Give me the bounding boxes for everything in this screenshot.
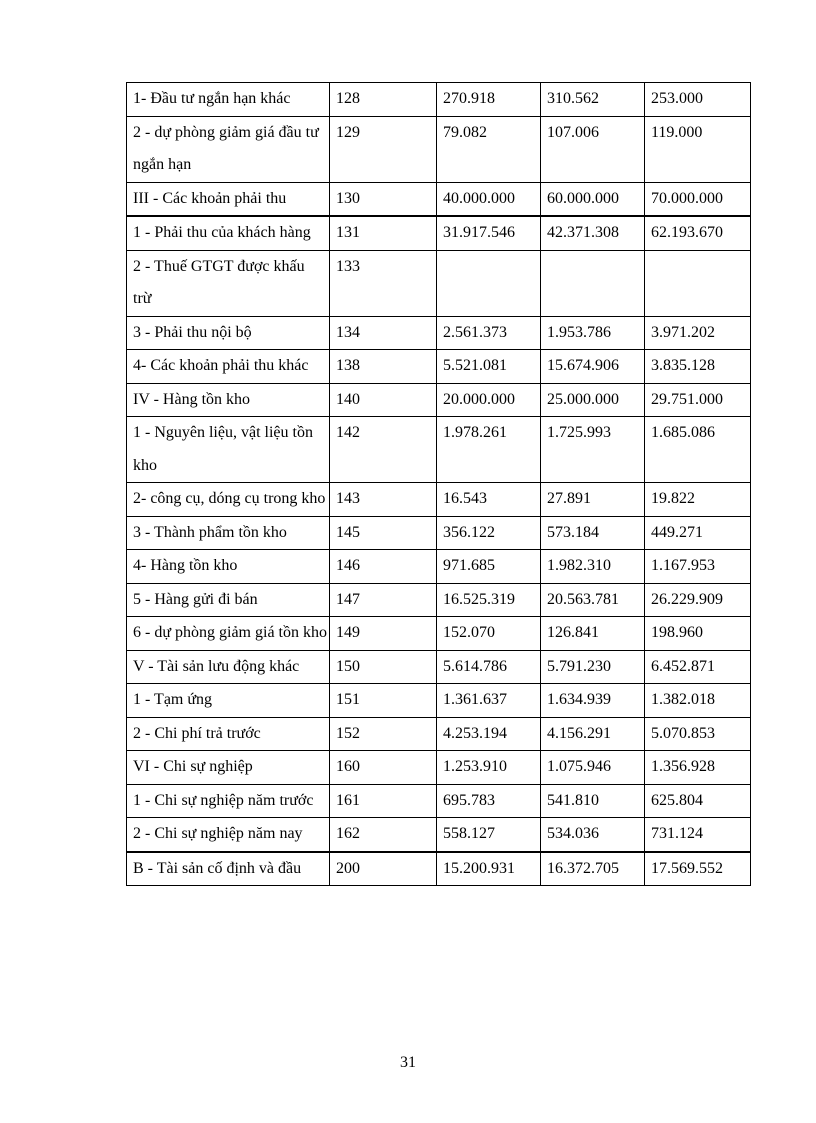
row-value-3: 3.835.128	[645, 350, 751, 384]
row-value-2: 27.891	[541, 483, 645, 517]
row-code: 138	[330, 350, 437, 384]
row-value-3: 1.685.086	[645, 417, 751, 483]
row-value-2: 15.674.906	[541, 350, 645, 384]
table-row	[127, 383, 751, 417]
row-value-2: 25.000.000	[541, 383, 645, 417]
row-code: 149	[330, 617, 437, 651]
table-row	[127, 650, 751, 684]
row-value-3: 198.960	[645, 617, 751, 651]
row-label: 1 - Chi sự nghiệp năm trước	[127, 784, 330, 818]
row-label: 3 - Thành phẩm tồn kho	[127, 516, 330, 550]
row-value-1: 1.978.261	[437, 417, 541, 483]
row-code: 142	[330, 417, 437, 483]
row-value-2: 1.075.946	[541, 751, 645, 785]
row-code: 128	[330, 83, 437, 117]
balance-sheet-table	[126, 82, 751, 886]
row-value-3: 62.193.670	[645, 216, 751, 250]
row-value-1: 5.614.786	[437, 650, 541, 684]
row-value-3: 731.124	[645, 818, 751, 852]
row-value-3: 29.751.000	[645, 383, 751, 417]
row-value-2: 42.371.308	[541, 216, 645, 250]
row-value-1: 695.783	[437, 784, 541, 818]
row-label: 2 - Thuế GTGT được khấu trừ	[127, 250, 330, 316]
table-row	[127, 818, 751, 852]
row-value-1: 20.000.000	[437, 383, 541, 417]
row-value-2: 310.562	[541, 83, 645, 117]
row-value-1: 5.521.081	[437, 350, 541, 384]
row-value-3: 3.971.202	[645, 316, 751, 350]
row-value-2: 1.953.786	[541, 316, 645, 350]
row-code: 146	[330, 550, 437, 584]
table-row	[127, 717, 751, 751]
row-value-1: 16.525.319	[437, 583, 541, 617]
table-row	[127, 852, 751, 886]
table-row	[127, 350, 751, 384]
row-label: 2 - Chi phí trả trước	[127, 717, 330, 751]
table-row	[127, 617, 751, 651]
row-value-1: 1.361.637	[437, 684, 541, 718]
table-row	[127, 417, 751, 483]
row-value-2: 1.725.993	[541, 417, 645, 483]
row-code: 152	[330, 717, 437, 751]
table-row	[127, 216, 751, 250]
table-row	[127, 316, 751, 350]
row-value-2: 60.000.000	[541, 182, 645, 216]
row-label: B - Tài sản cố định và đầu	[127, 852, 330, 886]
row-code: 160	[330, 751, 437, 785]
row-code: 140	[330, 383, 437, 417]
row-code: 145	[330, 516, 437, 550]
row-value-1: 152.070	[437, 617, 541, 651]
row-value-2: 1.982.310	[541, 550, 645, 584]
row-code: 161	[330, 784, 437, 818]
row-code: 134	[330, 316, 437, 350]
row-value-1: 558.127	[437, 818, 541, 852]
row-value-3: 19.822	[645, 483, 751, 517]
row-value-1: 40.000.000	[437, 182, 541, 216]
row-value-3: 119.000	[645, 116, 751, 182]
row-value-3: 17.569.552	[645, 852, 751, 886]
row-value-3: 5.070.853	[645, 717, 751, 751]
table-row	[127, 784, 751, 818]
row-label: 2- công cụ, dóng cụ trong kho	[127, 483, 330, 517]
row-label: 4- Các khoản phải thu khác	[127, 350, 330, 384]
row-value-1: 16.543	[437, 483, 541, 517]
row-value-2: 5.791.230	[541, 650, 645, 684]
row-value-1: 270.918	[437, 83, 541, 117]
row-value-1: 1.253.910	[437, 751, 541, 785]
row-label: 1 - Tạm ứng	[127, 684, 330, 718]
row-code: 129	[330, 116, 437, 182]
row-code: 131	[330, 216, 437, 250]
row-label: 3 - Phải thu nội bộ	[127, 316, 330, 350]
balance-sheet-table-wrapper	[126, 82, 750, 886]
row-label: IV - Hàng tồn kho	[127, 383, 330, 417]
row-value-1	[437, 250, 541, 316]
row-value-3: 1.356.928	[645, 751, 751, 785]
table-row	[127, 250, 751, 316]
row-value-1: 2.561.373	[437, 316, 541, 350]
row-code: 130	[330, 182, 437, 216]
row-label: 1 - Nguyên liệu, vật liệu tồn kho	[127, 417, 330, 483]
row-value-1: 15.200.931	[437, 852, 541, 886]
table-row	[127, 182, 751, 216]
row-value-2: 534.036	[541, 818, 645, 852]
row-value-2: 20.563.781	[541, 583, 645, 617]
row-value-3: 70.000.000	[645, 182, 751, 216]
table-row	[127, 483, 751, 517]
row-code: 147	[330, 583, 437, 617]
row-label: V - Tài sản lưu động khác	[127, 650, 330, 684]
row-value-3: 253.000	[645, 83, 751, 117]
table-row	[127, 516, 751, 550]
row-value-1: 4.253.194	[437, 717, 541, 751]
row-label: VI - Chi sự nghiệp	[127, 751, 330, 785]
row-value-1: 79.082	[437, 116, 541, 182]
page-number: 31	[400, 1054, 416, 1071]
table-row	[127, 550, 751, 584]
row-value-3: 1.382.018	[645, 684, 751, 718]
row-label: 1 - Phải thu của khách hàng	[127, 216, 330, 250]
row-label: 5 - Hàng gửi đi bán	[127, 583, 330, 617]
table-row	[127, 116, 751, 182]
row-value-1: 356.122	[437, 516, 541, 550]
row-value-3	[645, 250, 751, 316]
row-value-3: 26.229.909	[645, 583, 751, 617]
table-row	[127, 83, 751, 117]
row-value-2: 4.156.291	[541, 717, 645, 751]
row-value-2: 16.372.705	[541, 852, 645, 886]
row-value-2: 541.810	[541, 784, 645, 818]
row-label: 4- Hàng tồn kho	[127, 550, 330, 584]
row-value-2	[541, 250, 645, 316]
row-code: 150	[330, 650, 437, 684]
row-label: III - Các khoản phải thu	[127, 182, 330, 216]
row-value-2: 126.841	[541, 617, 645, 651]
row-value-3: 625.804	[645, 784, 751, 818]
table-body	[127, 83, 751, 886]
row-value-2: 1.634.939	[541, 684, 645, 718]
row-code: 151	[330, 684, 437, 718]
table-row	[127, 684, 751, 718]
row-value-3: 449.271	[645, 516, 751, 550]
table-row	[127, 583, 751, 617]
row-value-1: 971.685	[437, 550, 541, 584]
row-code: 133	[330, 250, 437, 316]
row-code: 200	[330, 852, 437, 886]
table-row	[127, 751, 751, 785]
row-value-3: 1.167.953	[645, 550, 751, 584]
row-label: 6 - dự phòng giảm giá tồn kho	[127, 617, 330, 651]
row-label: 1- Đầu tư ngắn hạn khác	[127, 83, 330, 117]
row-value-2: 573.184	[541, 516, 645, 550]
row-label: 2 - dự phòng giảm giá đầu tư ngắn hạn	[127, 116, 330, 182]
row-value-3: 6.452.871	[645, 650, 751, 684]
row-code: 143	[330, 483, 437, 517]
row-code: 162	[330, 818, 437, 852]
row-value-1: 31.917.546	[437, 216, 541, 250]
row-label: 2 - Chi sự nghiệp năm nay	[127, 818, 330, 852]
row-value-2: 107.006	[541, 116, 645, 182]
